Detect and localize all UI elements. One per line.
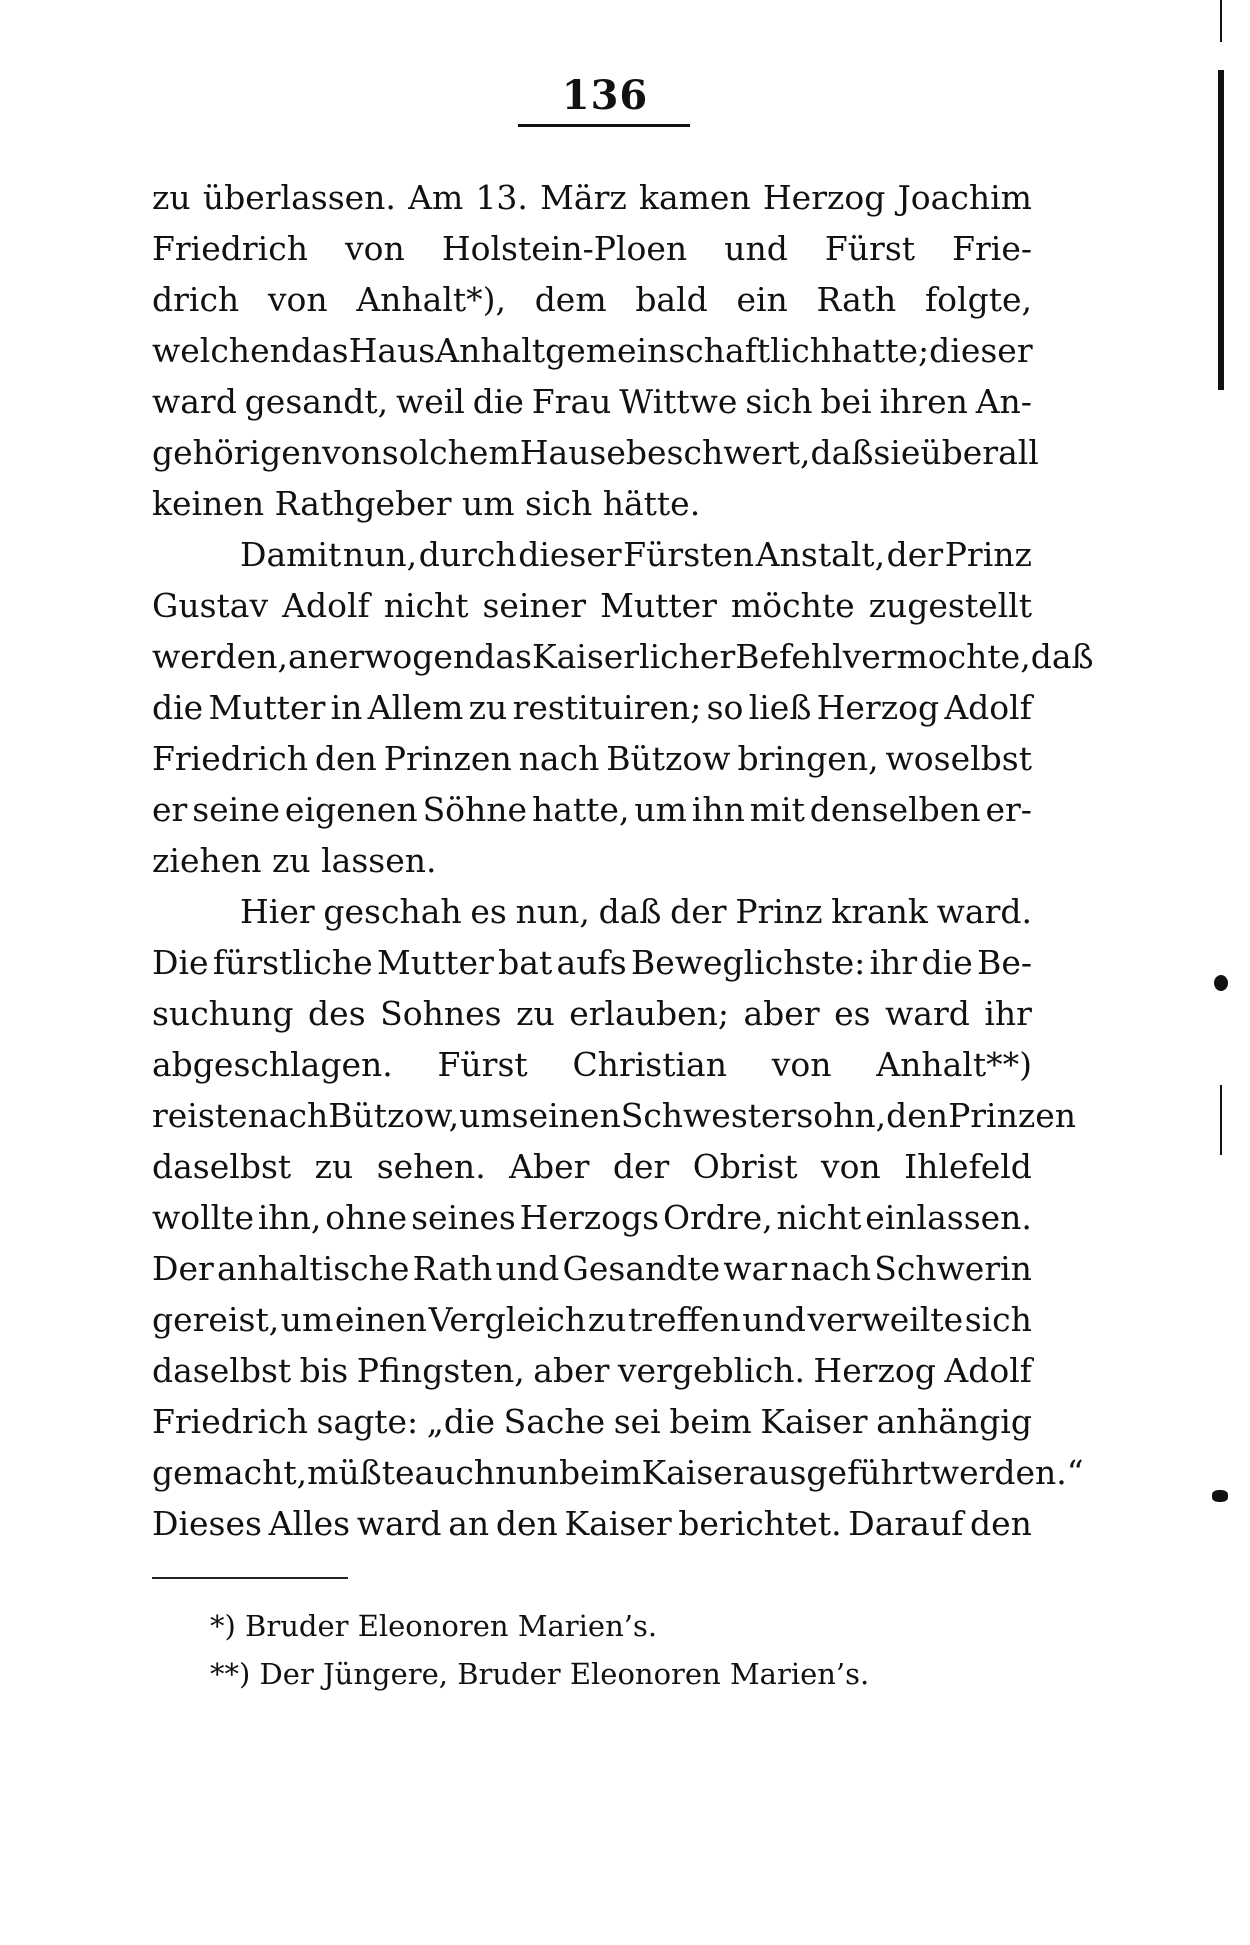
word: beim bbox=[669, 1402, 752, 1441]
word: bei bbox=[820, 382, 872, 421]
word: Bützow bbox=[606, 739, 731, 778]
word: mit bbox=[749, 790, 805, 829]
footnote-rule bbox=[152, 1577, 348, 1579]
word: durch bbox=[418, 535, 517, 574]
word: sehen. bbox=[376, 1147, 486, 1186]
text-line: keinen Rathgeber um sich hätte. bbox=[152, 484, 701, 523]
word: Prinz bbox=[944, 535, 1032, 574]
word: Ordre, bbox=[662, 1198, 773, 1237]
word: beschwert, bbox=[625, 433, 811, 472]
word: Prinz bbox=[735, 892, 823, 931]
text-line bbox=[152, 529, 1032, 580]
word: bis bbox=[299, 1351, 349, 1390]
word: ihr bbox=[984, 994, 1032, 1033]
word: Christian bbox=[572, 1045, 727, 1084]
text-line bbox=[152, 274, 1032, 325]
text-line bbox=[152, 1141, 1032, 1192]
word: daß bbox=[1030, 637, 1094, 676]
scan-edge-marks bbox=[1190, 0, 1250, 1945]
word: Sache bbox=[503, 1402, 606, 1441]
word: Wittwe bbox=[619, 382, 738, 421]
word: ließ bbox=[748, 688, 812, 727]
word: seiner bbox=[482, 586, 587, 625]
word: der bbox=[612, 1147, 670, 1186]
text-line bbox=[152, 1090, 1077, 1141]
word: der bbox=[886, 535, 944, 574]
word: restituiren; bbox=[512, 688, 702, 727]
word: von bbox=[771, 1045, 832, 1084]
word: gereist, bbox=[152, 1300, 280, 1339]
word: gemeinschaftlich bbox=[545, 331, 832, 370]
word: um bbox=[634, 790, 687, 829]
word: Fürst bbox=[437, 1045, 528, 1084]
word: woselbst bbox=[885, 739, 1032, 778]
word: Joachim bbox=[897, 178, 1032, 217]
word: Pfingsten, bbox=[356, 1351, 525, 1390]
word: Holstein-Ploen bbox=[441, 229, 688, 268]
word: verweilte bbox=[807, 1300, 964, 1339]
text-line bbox=[152, 1447, 1084, 1498]
word: sie bbox=[873, 433, 921, 472]
word: aufs bbox=[556, 943, 627, 982]
word: bald bbox=[635, 280, 708, 319]
word: weil bbox=[395, 382, 465, 421]
text-line bbox=[152, 223, 1032, 274]
word: anhaltische bbox=[216, 1249, 410, 1288]
word: daselbst bbox=[152, 1147, 292, 1186]
word: gehörigen bbox=[152, 433, 323, 472]
word: Herzog bbox=[762, 178, 886, 217]
text-line bbox=[152, 784, 1032, 835]
word: Anstalt, bbox=[755, 535, 886, 574]
word: nicht bbox=[383, 586, 469, 625]
word: Rath bbox=[816, 280, 897, 319]
word: um bbox=[459, 1096, 512, 1135]
word: Herzog bbox=[813, 1351, 936, 1390]
word: das bbox=[474, 637, 532, 676]
word: An- bbox=[975, 382, 1032, 421]
word: Hause bbox=[519, 433, 626, 472]
word: dieser bbox=[518, 535, 622, 574]
word: solchem bbox=[381, 433, 520, 472]
word: zu bbox=[516, 994, 555, 1033]
word: nicht bbox=[776, 1198, 862, 1237]
word: berichtet. bbox=[678, 1504, 842, 1543]
word: Hier bbox=[240, 892, 315, 931]
body-text bbox=[152, 172, 1094, 1549]
word: Aber bbox=[509, 1147, 590, 1186]
text-line bbox=[152, 1039, 1032, 1090]
word: das bbox=[290, 331, 349, 370]
word: ausgeführt bbox=[748, 1453, 931, 1492]
word: Mutter bbox=[600, 586, 717, 625]
word: hatte; bbox=[831, 331, 930, 370]
word: Bützow, bbox=[328, 1096, 460, 1135]
word: einlassen. bbox=[865, 1198, 1032, 1237]
word: Herzog bbox=[816, 688, 940, 727]
word: Mutter bbox=[208, 688, 326, 727]
footnote: **) Der Jüngere, Bruder Eleonoren Marien’s. bbox=[210, 1657, 870, 1691]
word: zu bbox=[314, 1147, 354, 1186]
word: den bbox=[886, 1096, 949, 1135]
word: war bbox=[723, 1249, 788, 1288]
word: Kaiser bbox=[641, 1453, 749, 1492]
text-line bbox=[152, 1396, 1032, 1447]
word: Söhne bbox=[422, 790, 528, 829]
word: so bbox=[706, 688, 744, 727]
word: in bbox=[330, 688, 363, 727]
text-line bbox=[152, 682, 1032, 733]
word: möchte bbox=[730, 586, 855, 625]
word: Beweglichste: bbox=[630, 943, 866, 982]
word: wollte bbox=[152, 1198, 255, 1237]
word: bat bbox=[498, 943, 553, 982]
word: drich bbox=[152, 280, 240, 319]
word: werden.“ bbox=[930, 1453, 1084, 1492]
word: einen bbox=[334, 1300, 427, 1339]
word: von bbox=[267, 280, 328, 319]
word: erlauben; bbox=[569, 994, 729, 1033]
word: die bbox=[472, 382, 524, 421]
word: sei bbox=[613, 1402, 661, 1441]
word: ward bbox=[885, 994, 970, 1033]
word: nach bbox=[790, 1249, 871, 1288]
word: reiste bbox=[152, 1096, 248, 1135]
word: Die bbox=[152, 943, 209, 982]
word: hatte, bbox=[531, 790, 630, 829]
word: nach bbox=[518, 739, 600, 778]
word: Haus bbox=[348, 331, 436, 370]
text-line: ziehen zu lassen. bbox=[152, 841, 437, 880]
word: nun, bbox=[515, 892, 590, 931]
word: von bbox=[322, 433, 382, 472]
word: beim bbox=[558, 1453, 642, 1492]
text-line bbox=[152, 1294, 1032, 1345]
word: Kaiserlicher bbox=[531, 637, 736, 676]
word: sich bbox=[964, 1300, 1032, 1339]
footnotes bbox=[210, 1602, 1030, 1698]
text-line bbox=[152, 172, 1032, 223]
word: ihren bbox=[879, 382, 968, 421]
word: 13. bbox=[475, 178, 528, 217]
word: Ihlefeld bbox=[904, 1147, 1032, 1186]
word: seines bbox=[411, 1198, 516, 1237]
word: Anhalt**) bbox=[876, 1045, 1032, 1084]
text-line bbox=[152, 1498, 1032, 1549]
word: den bbox=[495, 1504, 558, 1543]
word: „die bbox=[426, 1402, 496, 1441]
word: Prinzen bbox=[948, 1096, 1077, 1135]
text-line bbox=[152, 325, 1032, 376]
word: anerwogen bbox=[287, 637, 475, 676]
word: den bbox=[314, 739, 377, 778]
text-line bbox=[152, 580, 1032, 631]
word: zugestellt bbox=[868, 586, 1032, 625]
word: von bbox=[820, 1147, 881, 1186]
word: Adolf bbox=[944, 688, 1032, 727]
word: bringen, bbox=[737, 739, 879, 778]
word: ihn bbox=[691, 790, 745, 829]
word: Kaiser bbox=[760, 1402, 868, 1441]
word: vermochte, bbox=[842, 637, 1031, 676]
word: denselben bbox=[809, 790, 981, 829]
word: seinen bbox=[511, 1096, 621, 1135]
word: Gesandte bbox=[562, 1249, 721, 1288]
word: Vergleich bbox=[428, 1300, 587, 1339]
word: daß bbox=[598, 892, 662, 931]
word: Fürsten bbox=[623, 535, 755, 574]
word: Alles bbox=[268, 1504, 351, 1543]
word: suchung bbox=[152, 994, 294, 1033]
word: und bbox=[742, 1300, 806, 1339]
word: Obrist bbox=[692, 1147, 798, 1186]
word: Rath bbox=[412, 1249, 493, 1288]
word: ward bbox=[152, 382, 237, 421]
word: Gustav bbox=[152, 586, 269, 625]
word: und bbox=[495, 1249, 560, 1288]
word: es bbox=[834, 994, 871, 1033]
word: Damit bbox=[240, 535, 342, 574]
word: ward bbox=[356, 1504, 442, 1543]
word: des bbox=[308, 994, 366, 1033]
word: gemacht, bbox=[152, 1453, 308, 1492]
word: nun bbox=[495, 1453, 559, 1492]
word: kamen bbox=[638, 178, 751, 217]
text-line bbox=[152, 1345, 1032, 1396]
word: März bbox=[540, 178, 627, 217]
word: Kaiser bbox=[564, 1504, 672, 1543]
word: aber bbox=[533, 1351, 610, 1390]
word: abgeschlagen. bbox=[152, 1045, 393, 1084]
word: Frau bbox=[531, 382, 612, 421]
word: seine bbox=[192, 790, 281, 829]
word: die bbox=[921, 943, 973, 982]
word: nun, bbox=[342, 535, 418, 574]
text-line bbox=[152, 988, 1032, 1039]
word: fürstliche bbox=[212, 943, 373, 982]
word: Friedrich bbox=[152, 1402, 308, 1441]
word: überlassen. bbox=[202, 178, 396, 217]
word: zu bbox=[152, 178, 191, 217]
text-line bbox=[152, 427, 1039, 478]
word: ein bbox=[736, 280, 788, 319]
page-number-rule bbox=[518, 124, 690, 127]
word: vergeblich. bbox=[617, 1351, 805, 1390]
word: dem bbox=[534, 280, 607, 319]
word: Schwerin bbox=[874, 1249, 1032, 1288]
word: anhängig bbox=[876, 1402, 1032, 1441]
word: den bbox=[970, 1504, 1032, 1543]
word: geschah bbox=[323, 892, 462, 931]
text-line bbox=[152, 376, 1032, 427]
text-line bbox=[152, 1192, 1032, 1243]
word: Prinzen bbox=[383, 739, 512, 778]
word: zu bbox=[587, 1300, 627, 1339]
word: werden, bbox=[152, 637, 288, 676]
word: müßte bbox=[307, 1453, 415, 1492]
text-line bbox=[152, 1243, 1032, 1294]
text-line bbox=[152, 631, 1094, 682]
word: Darauf bbox=[848, 1504, 964, 1543]
word: ihr bbox=[869, 943, 918, 982]
word: Anhalt*), bbox=[356, 280, 507, 319]
word: Der bbox=[152, 1249, 214, 1288]
word: Schwestersohn, bbox=[620, 1096, 887, 1135]
word: folgte, bbox=[924, 280, 1032, 319]
word: zu bbox=[468, 688, 508, 727]
word: er- bbox=[985, 790, 1032, 829]
word: die bbox=[152, 688, 204, 727]
word: an bbox=[448, 1504, 490, 1543]
word: Allem bbox=[367, 688, 464, 727]
word: Frie- bbox=[952, 229, 1032, 268]
word: Be- bbox=[977, 943, 1032, 982]
word: Anhalt bbox=[435, 331, 546, 370]
word: ward. bbox=[936, 892, 1032, 931]
word: Herzogs bbox=[519, 1198, 660, 1237]
word: gesandt, bbox=[244, 382, 389, 421]
word: aber bbox=[743, 994, 820, 1033]
word: Mutter bbox=[376, 943, 494, 982]
word: Friedrich bbox=[152, 229, 308, 268]
word: Befehl bbox=[735, 637, 843, 676]
word: welchen bbox=[152, 331, 291, 370]
word: und bbox=[724, 229, 788, 268]
word: um bbox=[280, 1300, 334, 1339]
word: Adolf bbox=[282, 586, 370, 625]
word: auch bbox=[414, 1453, 496, 1492]
word: nach bbox=[247, 1096, 329, 1135]
word: Dieses bbox=[152, 1504, 262, 1543]
word: es bbox=[470, 892, 507, 931]
word: daß bbox=[810, 433, 874, 472]
word: sagte: bbox=[316, 1402, 419, 1441]
word: daselbst bbox=[152, 1351, 292, 1390]
text-line bbox=[152, 733, 1032, 784]
word: überall bbox=[920, 433, 1039, 472]
word: dieser bbox=[929, 331, 1033, 370]
word: ohne bbox=[325, 1198, 408, 1237]
text-line bbox=[152, 886, 1032, 937]
word: Friedrich bbox=[152, 739, 308, 778]
word: treffen bbox=[627, 1300, 741, 1339]
footnote: *) Bruder Eleonoren Marien’s. bbox=[210, 1609, 658, 1643]
word: eigenen bbox=[284, 790, 418, 829]
text-line bbox=[152, 937, 1032, 988]
word: Fürst bbox=[824, 229, 916, 268]
word: ihn, bbox=[257, 1198, 322, 1237]
word: er bbox=[152, 790, 188, 829]
word: sich bbox=[745, 382, 813, 421]
word: der bbox=[670, 892, 727, 931]
word: Am bbox=[408, 178, 464, 217]
word: Adolf bbox=[944, 1351, 1032, 1390]
word: von bbox=[345, 229, 405, 268]
page-number: 136 bbox=[561, 72, 649, 119]
word: krank bbox=[831, 892, 928, 931]
word: Sohnes bbox=[380, 994, 502, 1033]
